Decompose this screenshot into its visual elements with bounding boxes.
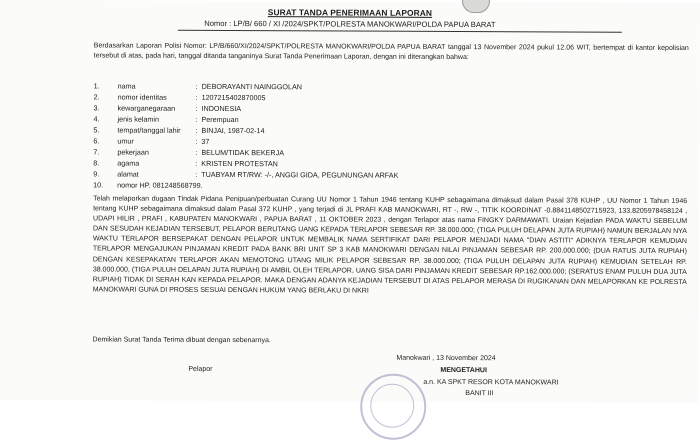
- field-label: nama: [118, 82, 136, 91]
- field-label: nomor HP. 081248568799.: [117, 181, 202, 190]
- row-number: 2.: [94, 92, 100, 101]
- place-date: Manokwari , 13 November 2024: [396, 355, 495, 362]
- row-number: 10.: [93, 180, 103, 189]
- colon: :: [195, 137, 197, 146]
- field-label: nomor identitas: [118, 93, 167, 102]
- reporter-identity-list: [94, 81, 684, 84]
- row-number: 5.: [93, 125, 99, 134]
- row-number: 6.: [93, 136, 99, 145]
- field-value: BELUM/TIDAK BEKERJA: [201, 148, 284, 157]
- colon: :: [195, 170, 197, 179]
- colon: :: [196, 82, 198, 91]
- row-number: 4.: [93, 114, 99, 123]
- row-number: 3.: [94, 103, 100, 112]
- closing-statement: Demikian Surat Tanda Terima dibuat dengan sebenarnya.: [93, 336, 271, 344]
- field-value: 37: [201, 137, 209, 146]
- row-number: 1.: [94, 81, 100, 90]
- officer-rank: BANIT III: [465, 390, 493, 397]
- row-number: 9.: [93, 169, 99, 178]
- reporter-signature-label: Pelapor: [188, 366, 212, 373]
- colon: :: [196, 93, 198, 102]
- field-label: umur: [117, 137, 133, 146]
- field-value: TUABYAM RT/RW: -/-, ANGGI GIDA, PEGUNUNGAN ARFAK: [201, 170, 398, 180]
- row-number: 7.: [93, 147, 99, 156]
- colon: :: [195, 126, 197, 135]
- field-value: KRISTEN PROTESTAN: [201, 159, 278, 168]
- field-label: kewarganegaraan: [118, 104, 176, 113]
- colon: :: [196, 104, 198, 113]
- colon: :: [195, 115, 197, 124]
- report-body-paragraph: Telah melaporkan dugaan Tindak Pidana Penipuan/perbuatan Curang UU Nomor 1 Tahun 1946 tentang KUHP sebagaimana dimaksud dalam Pasal 378 KUHP , UU Nomor 1 Tahun 1946 tentang KUHP sebagaimana dimaksud dalam Pasal 372 KUHP , yang terjadi di JL PRAFI KAB MANOKWARI, RT -, RW -, TITIK KOORDINAT -0.8841148502715923, 133.8205978458124 , UDAPI HILIR , PRAFI , KABUPATEN MANOKWARI , PAPUA BARAT , 11 OKTOBER 2023 , dengan Terlapor atas nama FINGKY DARMAWATI. Uraian Kejadian PADA WAKTU SEBELUM DAN SESUDAH KEJADIAN TERSEBUT, PELAPOR BERUTANG UANG KEPADA TERLAPOR SEBESAR RP. 38.000.000; (TIGA PULUH DELAPAN JUTA RUPIAH) NAMUN BERJALAN NYA WAKTU TERLAPOR BERSEPAKAT DENGAN PELAPOR UNTUK MEMBALIK NAMA SERTIFIKAT DARI PELAPOR MENJADI NAMA "DIAN ASTITI" ADIKNYA TERLAPOR KEMUDIAN TERLAPOR MENGAJUKAN PINJAMAN KREDIT PADA BANK BRI UNIT SP 3 KAB MANOKWARI DENGAN NILAI PINJAMAN SEBESAR RP. 200.000.000; (DUA RATUS JUTA RUPIAH) DENGAN KESEPAKATAN TERLAPOR AKAN MEMOTONG UTANG MILIK PELAPOR SEBESAR RP. 38.000.000; (TIGA PULUH DELAPAN JUTA RUPIAH) KEMUDIAN SETELAH RP. 38.000.000, (TIGA PULUH DELAPAN JUTA RUPIAH) DI AMBIL OLEH TERLAPOR, UANG SISA DARI PINJAMAN KREDIT SEBESAR RP.162.000.000; (SERATUS ENAM PULUH DUA JUTA RUPIAH) TIDAK DI SERAH KAN KEPADA PELAPOR. MAKA DENGAN ADANYA KEJADIAN TERSEBUT DI ATAS PELAPOR MERASA DI RUGIKANAN DAN MELAPORKAN KE POLRESTA MANOKWARI GUNA DI PROSES SESUAI DENGAN HUKUM YANG BERLAKU DI NKRI: [93, 194, 687, 298]
- field-value: Perempuan: [201, 115, 238, 124]
- field-label: alamat: [117, 170, 139, 179]
- stamp-inner-ring: [370, 384, 414, 428]
- field-label: pekerjaan: [117, 148, 149, 157]
- field-label: tempat/tanggal lahir: [117, 126, 180, 135]
- official-stamp: [360, 374, 426, 440]
- field-value: 1207215402870005: [202, 93, 266, 102]
- officer-unit: a.n. KA SPKT RESOR KOTA MANOKWARI: [423, 379, 558, 387]
- header-divider: [178, 30, 622, 33]
- colon: :: [195, 159, 197, 168]
- field-label: agama: [117, 159, 139, 168]
- row-number: 8.: [93, 158, 99, 167]
- document-number: Nomor : LP/B/ 660 / XI /2024/SPKT/POLRESTA MANOKWARI/POLDA PAPUA BARAT: [0, 18, 700, 30]
- field-value: DEBORAYANTI NAINGGOLAN: [202, 82, 302, 91]
- acknowledged-label: MENGETAHUI: [440, 367, 487, 374]
- document-title: SURAT TANDA PENERIMAAN LAPORAN: [0, 6, 700, 19]
- field-value: INDONESIA: [202, 104, 242, 113]
- field-label: jenis kelamin: [117, 115, 159, 124]
- colon: :: [195, 148, 197, 157]
- intro-paragraph: Berdasarkan Laporan Polisi Nomor: LP/B/660/XI/2024/SPKT/POLRESTA MANOKWARI/POLDA PAPUA BARAT tanggal 13 November 2024 pukul 12.06 WIT, bertempat di kantor kepolisian tersebut di atas, pada hari, tanggal ditanda tanganinya Surat Tanda Penerimaan Laporan, dengan ini diterangkan bahwa:: [94, 41, 689, 64]
- field-value: BINJAI, 1987-02-14: [201, 126, 264, 135]
